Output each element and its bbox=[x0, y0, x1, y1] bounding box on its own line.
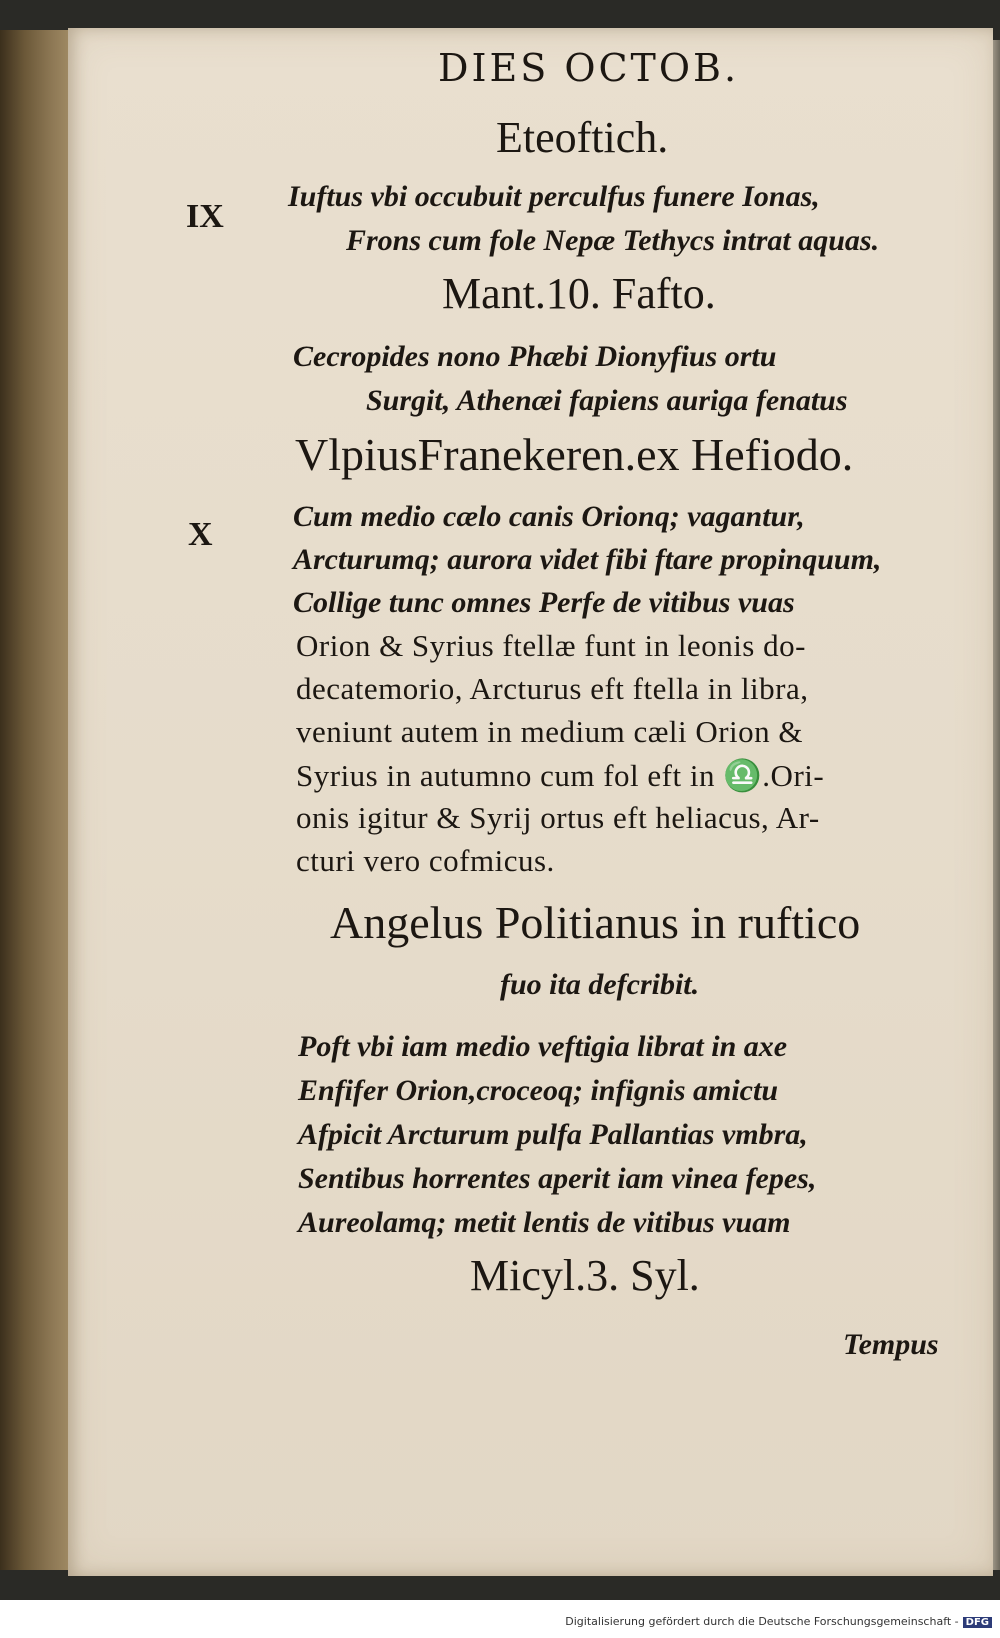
footer-text: Digitalisierung gefördert durch die Deutsche Forschungsgemeinschaft - bbox=[565, 1615, 959, 1628]
verse-line: Afpicit Arcturum pulfa Pallantias vmbra, bbox=[298, 1118, 808, 1151]
catchword: Tempus bbox=[843, 1328, 939, 1361]
margin-marker-x: X bbox=[188, 516, 213, 553]
heading-eteostich: Eteoftich. bbox=[496, 113, 669, 162]
prose-line: onis igitur & Syrij ortus eft heliacus, Ar- bbox=[296, 800, 820, 835]
verse-line: Frons cum fole Nepæ Tethycs intrat aquas. bbox=[346, 224, 880, 257]
verse-line: Aureolamq; metit lentis de vitibus vuam bbox=[298, 1206, 791, 1239]
book-spine bbox=[0, 30, 70, 1570]
verse-line: Cecropides nono Phæbi Dionyfius ortu bbox=[293, 340, 777, 373]
verse-line: Enfifer Orion,croceoq; infignis amictu bbox=[298, 1074, 779, 1107]
verse-line: Surgit, Athenæi fapiens auriga fenatus bbox=[366, 384, 848, 417]
verse-line: Poft vbi iam medio veftigia librat in axe bbox=[298, 1030, 788, 1063]
book-page bbox=[68, 28, 993, 1576]
verse-line: Collige tunc omnes Perfe de vitibus vuas bbox=[293, 586, 795, 619]
margin-marker-ix: IX bbox=[186, 198, 224, 235]
verse-line: Arcturumq; aurora videt fibi ftare propinquum, bbox=[293, 543, 882, 576]
prose-line: Syrius in autumno cum fol eft in ♎.Ori- bbox=[296, 758, 825, 793]
heading-vlpius: VlpiusFranekeren.ex Hefiodo. bbox=[295, 429, 854, 480]
prose-line: Orion & Syrius ftellæ funt in leonis do- bbox=[296, 628, 806, 663]
running-head: DIES OCTOB. bbox=[438, 46, 740, 90]
heading-micyl: Micyl.3. Syl. bbox=[470, 1251, 700, 1300]
verse-line: Iuftus vbi occubuit perculfus funere Ionas, bbox=[288, 180, 820, 213]
heading-politianus: Angelus Politianus in ruftico bbox=[330, 897, 861, 948]
prose-line: veniunt autem in medium cæli Orion & bbox=[296, 714, 804, 749]
digitization-footer bbox=[565, 1615, 992, 1628]
prose-line: cturi vero cofmicus. bbox=[296, 843, 555, 878]
verse-line: Cum medio cælo canis Orionq; vagantur, bbox=[293, 500, 805, 533]
prose-line: decatemorio, Arcturus eft ftella in libra, bbox=[296, 671, 809, 706]
subheading: fuo ita defcribit. bbox=[500, 968, 700, 1001]
dfg-logo: DFG bbox=[963, 1617, 992, 1628]
heading-mant: Mant.10. Fafto. bbox=[442, 269, 716, 318]
verse-line: Sentibus horrentes aperit iam vinea fepes, bbox=[298, 1162, 817, 1195]
